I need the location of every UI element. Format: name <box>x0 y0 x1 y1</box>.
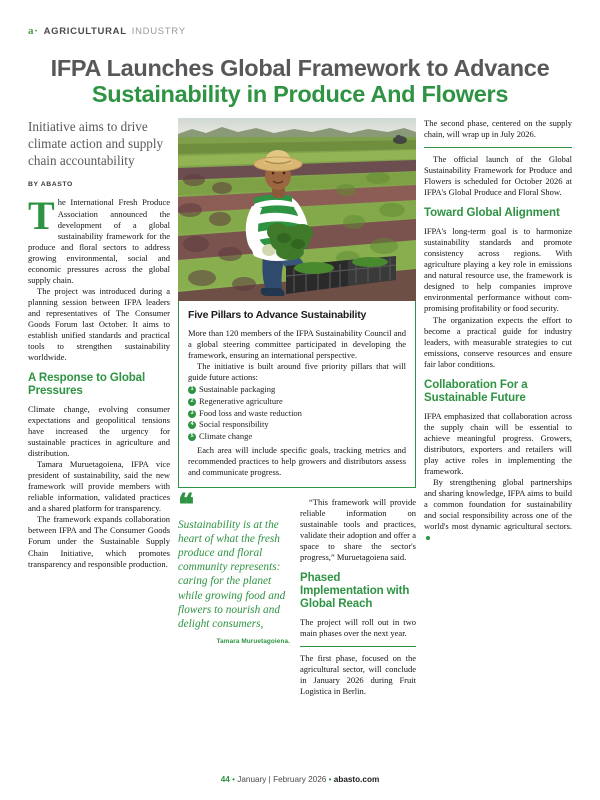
pull-quote-text: Sustainability is at the heart of what the fresh produce and floral community represents: caring for the planet while growing food and flowers to nourish and delight consumers, <box>178 518 286 631</box>
paragraph: The project will roll out in two main phases over the next year. <box>300 616 416 638</box>
section-heading-alignment: Toward Global Alignment <box>424 207 560 220</box>
right-column <box>424 118 572 543</box>
box-title: Five Pillars to Advance Sustainability <box>188 309 367 321</box>
paragraph: “This framework will provide reliable information on sustainable tools and practices, validate their adoption and offer a space to share the sector's progress,” Muruetagoiena said. <box>300 496 416 563</box>
paragraph: The framework expands collaboration between IFPA and The Consumer Goods Forum under the Sustainable Supply Chain Initiative, which promotes transparency and responsible production. <box>28 514 170 569</box>
paragraph: The organization expects the effort to become a practical guide for industry leaders, with measurable strategies to cut emissions, conserve resources and ensure fair labor conditions. <box>424 314 572 369</box>
article-photo <box>178 118 416 301</box>
mid-right-body-3 <box>300 653 416 697</box>
paragraph: More than 120 members of the IFPA Sustainability Council and a global steering committee participated in developing the framework, ensuring an international perspective. <box>188 328 406 361</box>
list-item <box>188 408 406 420</box>
right-body-4 <box>424 411 572 544</box>
section-heading-response: A Response to Global Pressures <box>28 372 146 398</box>
masthead-category-light: INDUSTRY <box>131 26 186 37</box>
end-mark-icon <box>426 536 430 540</box>
pillar-label: Climate change <box>199 431 253 442</box>
pillar-number-badge: 4 <box>188 421 196 429</box>
paragraph: IFPA emphasized that collaboration across the supply chain will be essential to achieve meaningful progress. Growers, distributors, exporters and retailers will play active roles in implementing the framework. <box>424 410 572 476</box>
mid-right-subcolumn <box>300 497 416 697</box>
five-pillars-box <box>178 301 416 488</box>
box-intro <box>188 328 406 383</box>
list-item <box>188 431 406 443</box>
left-body-2 <box>28 404 170 570</box>
headline-line-2: Sustainability in Produce And Flowers <box>91 81 509 108</box>
left-column <box>28 118 170 570</box>
divider <box>300 646 416 647</box>
brand-logo-icon: a· <box>28 25 39 37</box>
mid-right-body-2 <box>300 617 416 639</box>
photo-illustration <box>178 118 416 301</box>
paragraph-text: By strengthening global partnerships and sharing knowledge, IFPA aims to build a common foundation for sustainability and social responsibility across one of the world's most dynamic agricultural sectors. <box>424 476 572 531</box>
paragraph: The official launch of the Global Sustainability Framework for Produce and Flowers is scheduled for October 2026 at IFPA's Global Produce and Floral Show. <box>424 154 572 198</box>
pillar-label: Regenerative agriculture <box>199 395 283 406</box>
section-heading-collaboration: Collaboration For a Sustainable Future <box>424 378 528 404</box>
standfirst: Initiative aims to drive climate action and supply chain accountability <box>28 119 164 169</box>
divider <box>424 147 572 148</box>
list-item <box>188 384 406 396</box>
pillars-list <box>188 384 406 443</box>
pillar-label: Social responsibility <box>199 419 269 430</box>
paragraph: The initiative is built around five priority pillars that will guide future actions: <box>188 361 406 383</box>
paragraph: Tamara Muruetagoiena, IFPA vice president of sustainability, said the new framework will provide members with reliable information, validated practices and a shared platform for transparency. <box>28 459 170 514</box>
paragraph: IFPA's long-term goal is to harmonize sustainability standards and promote consistency across regions. With agriculture playing a key role in emissions and natural resource use, the framework is designed to help companies improve environmental performance without compromising profitability or food security. <box>424 226 572 314</box>
masthead <box>28 25 186 37</box>
footer-page-number: 44 <box>220 775 230 784</box>
quote-mark-icon: ❝ <box>178 488 193 522</box>
paragraph: Each area will include specific goals, tracking metrics and recommended practices to help growers and distributors assess and communicate progress. <box>188 444 406 477</box>
footer-website: abasto.com <box>333 775 380 784</box>
masthead-category-bold: AGRICULTURAL <box>43 26 127 37</box>
middle-column <box>178 118 416 697</box>
pillar-number-badge: 5 <box>188 433 196 441</box>
mid-right-body <box>300 497 416 563</box>
footer-separator: • <box>328 775 332 784</box>
footer-issue: January | February 2026 <box>237 775 327 784</box>
pillar-number-badge: 2 <box>188 398 196 406</box>
paragraph: The second phase, centered on the supply chain, will wrap up in July 2026. <box>424 118 572 140</box>
footer-separator: • <box>232 775 235 784</box>
pull-quote-attribution: Tamara Muruetagoiena. <box>216 638 290 646</box>
paragraph: The first phase, focused on the agricultural sector, will conclude in January 2026 during Fruit Logistica in Berlin. <box>300 652 416 697</box>
section-heading-phased: Phased Implementation with Global Reach <box>300 572 410 610</box>
lead-paragraph <box>28 193 170 285</box>
drop-cap: T <box>28 193 55 239</box>
list-item <box>188 396 406 408</box>
pillar-number-badge: 1 <box>188 386 196 394</box>
pillar-label: Food loss and waste reduction <box>199 407 302 418</box>
list-item <box>188 419 406 431</box>
headline-line-1: IFPA Launches Global Framework to Advance <box>50 55 550 81</box>
pillar-number-badge: 3 <box>188 410 196 418</box>
lead-paragraph-text: he International Fresh Produce Association announced the development of a global sustainability framework for the produce and floral sectors to address growing environmental, social and economic pressures across the global supply chain. <box>28 197 170 285</box>
right-body-3 <box>424 226 572 370</box>
right-body-2 <box>424 154 572 198</box>
pull-quote <box>178 488 290 697</box>
paragraph: The project was introduced during a planning session between IFPA leaders and representatives of The Consumer Goods Forum last October. It aims to establish unified standards and practical tools to strengthen sustainability worldwide. <box>28 285 170 363</box>
quote-and-side <box>178 488 416 697</box>
page-footer <box>0 775 600 784</box>
left-body <box>28 193 170 363</box>
paragraph: Climate change, evolving consumer expectations and geopolitical tensions have increased the urgency for sustainable practices in agriculture and distribution. <box>28 403 170 459</box>
pillar-label: Sustainable packaging <box>199 384 276 395</box>
page-title <box>28 55 572 108</box>
byline: BY ABASTO <box>28 181 73 189</box>
box-outro <box>188 445 406 478</box>
paragraph-final <box>424 477 572 543</box>
right-body-1 <box>424 118 572 140</box>
